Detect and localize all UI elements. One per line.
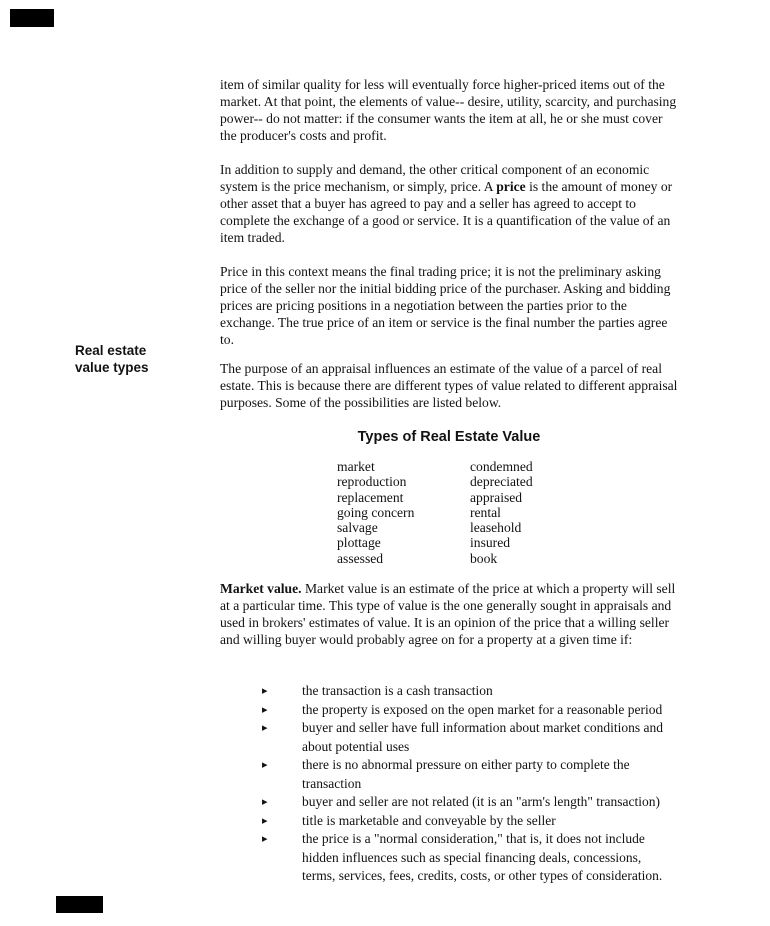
value-types-left-column <box>337 459 470 566</box>
bullet-item <box>262 812 678 831</box>
bullet-item <box>262 701 678 720</box>
value-type-item: going concern <box>337 504 415 520</box>
triangle-bullet-icon: ▸ <box>262 685 268 697</box>
market-value-conditions-list <box>262 682 678 886</box>
value-types-right-column <box>470 459 533 566</box>
bullet-item <box>262 830 678 886</box>
paragraph-price-definition <box>220 161 678 246</box>
bullet-text: title is marketable and conveyable by the seller <box>302 812 556 828</box>
market-value-term-bold: Market value. <box>220 581 302 596</box>
paragraph-price-definition-before: In addition to supply and demand, the other critical component of an economic system is the price mechanism, or simply, price. A <box>220 162 650 194</box>
value-type-item: salvage <box>337 520 378 536</box>
triangle-bullet-icon: ▸ <box>262 759 268 771</box>
triangle-bullet-icon: ▸ <box>262 814 268 827</box>
bullet-text: there is no abnormal pressure on either party to complete the transaction <box>302 757 630 791</box>
margin-heading-line1: Real estate <box>75 343 147 358</box>
bullet-text: buyer and seller have full information about market conditions and about potential uses <box>302 720 664 754</box>
scan-artifact-top-left <box>10 9 54 27</box>
value-type-item: depreciated <box>470 474 533 490</box>
margin-heading <box>75 342 215 376</box>
triangle-bullet-icon: ▸ <box>262 703 268 716</box>
paragraph-price-definition-after: is the amount of money or other asset that a buyer has agreed to pay and a seller has agreed to accept to complete the exchange of a good or service. It is a quantification of the value of an item traded. <box>220 179 673 245</box>
value-types-list <box>337 459 533 566</box>
bullet-text: the price is a "normal consideration," that is, it does not include hidden influences such as special financing deals, concessions, terms, services, fees, credits, costs, or other types of consideration. <box>302 831 663 883</box>
triangle-bullet-icon: ▸ <box>262 722 268 734</box>
scan-artifact-bottom-left <box>56 896 103 913</box>
value-types-title: Types of Real Estate Value <box>357 429 541 445</box>
paragraph-appraisal-purpose: The purpose of an appraisal influences an estimate of the value of a parcel of real estate. This is because there are different types of value related to different appraisal purposes. Some of the possibilities are listed below. <box>220 361 678 410</box>
value-type-item: condemned <box>470 459 533 474</box>
bullet-item <box>262 719 678 756</box>
value-type-item: reproduction <box>337 474 407 490</box>
value-type-item: rental <box>470 504 501 520</box>
value-type-item: replacement <box>337 489 404 505</box>
value-type-item: book <box>470 550 498 566</box>
paragraph-market-value <box>220 580 678 648</box>
price-term-bold: price <box>496 179 526 194</box>
value-type-item: assessed <box>337 550 384 566</box>
paragraph-market-value-after: Market value is an estimate of the price at which a property will sell at a particular time. This type of value is the one generally sought in appraisals and used in brokers' estimates of value. It is an opinion of the price that a willing seller and willing buyer would probably agree on for a property at a given time if: <box>220 581 676 647</box>
paragraph-competition: item of similar quality for less will eventually force higher-priced items out of the market. At that point, the elements of value-- desire, utility, scarcity, and purchasing power-- do not matter: if the consumer wants the item at all, he or she must cover the producer's costs and profit. <box>220 77 677 143</box>
bullet-text: the property is exposed on the open market for a reasonable period <box>302 701 663 717</box>
value-type-item: appraised <box>470 489 523 505</box>
margin-heading-line2: value types <box>75 360 149 375</box>
value-type-item: leasehold <box>470 520 522 536</box>
value-type-item: insured <box>470 535 511 551</box>
paragraph-price-context: Price in this context means the final trading price; it is not the preliminary asking price of the seller nor the initial bidding price of the purchaser. Asking and bidding prices are pricing positions in a negotiation between the parties prior to the exchange. The true price of an item or service is the final number the parties agree to. <box>220 264 671 347</box>
bullet-item <box>262 682 678 701</box>
bullet-text: the transaction is a cash transaction <box>302 683 493 698</box>
triangle-bullet-icon: ▸ <box>262 796 268 808</box>
triangle-bullet-icon: ▸ <box>262 833 268 845</box>
value-type-item: market <box>337 459 375 474</box>
bullet-text: buyer and seller are not related (it is an "arm's length" transaction) <box>302 794 660 809</box>
value-type-item: plottage <box>337 535 381 551</box>
bullet-item <box>262 756 678 793</box>
bullet-item <box>262 793 678 812</box>
